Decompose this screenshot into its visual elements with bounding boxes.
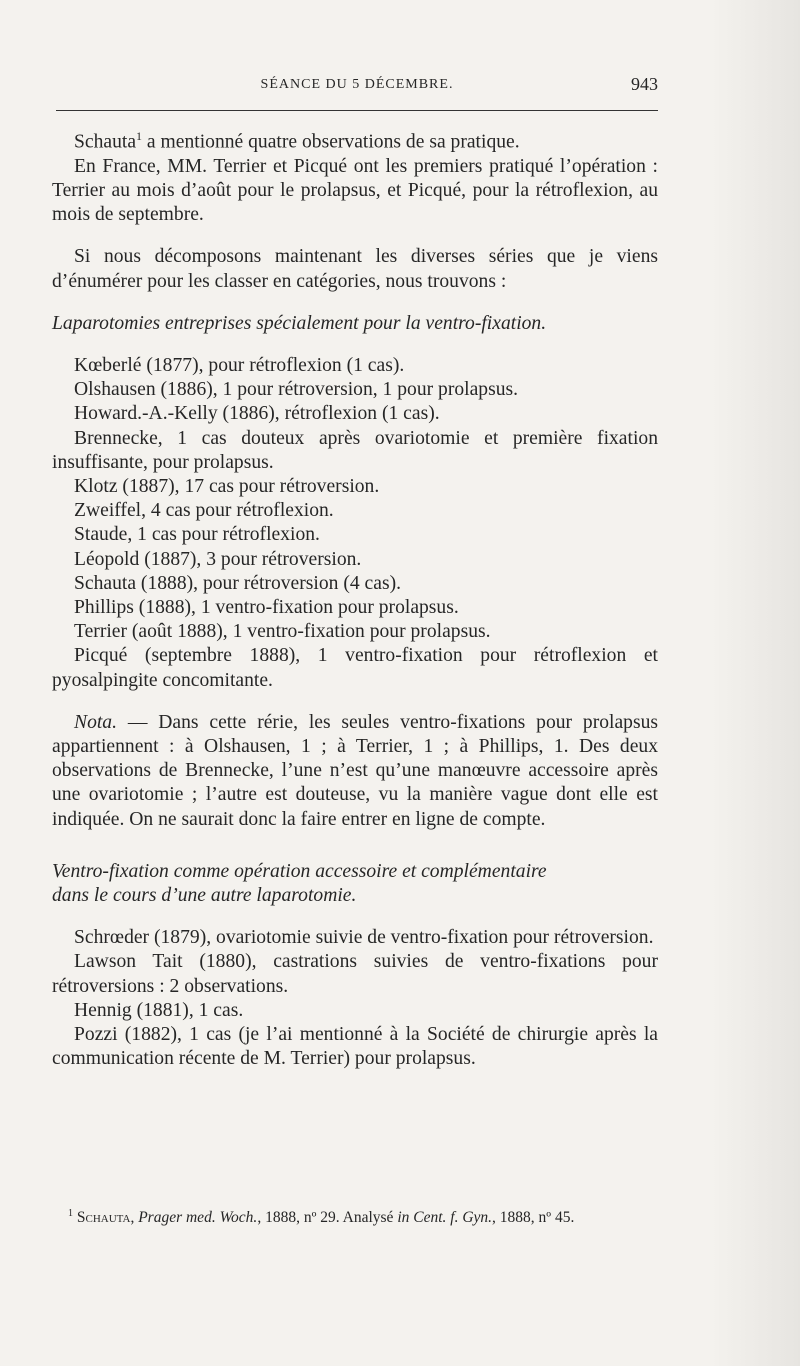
list-item: Lawson Tait (1880), castrations suivies de ventro-fixations pour rétroversions : 2 observations. <box>52 951 658 997</box>
paragraph-nota: Nota. — Dans cette rérie, les seules ventro-fixations pour prolapsus appartiennent : à Olshausen, 1 ; à Terrier, 1 ; à Phillips, 1. Des deux observations de Brennecke, l’une n’est qu’une manœuvre accessoire après une ovariotomie ; l’autre est douteuse, vu la manière vague dont elle est indiquée. On ne saurait donc la faire entrer en ligne de compte. <box>52 711 658 830</box>
section-heading-laparotomies: Laparotomies entreprises spécialement pour la ventro-fixation. <box>52 312 547 334</box>
list-item: Léopold (1887), 3 pour rétroversion. <box>74 548 362 570</box>
footnote-marker: 1 <box>68 1207 73 1219</box>
footnote-source: Cent. f. Gyn. <box>413 1208 493 1226</box>
list-item: Zweiffel, 4 cas pour rétroflexion. <box>74 500 334 522</box>
header-title: SÉANCE DU 5 DÉCEMBRE. <box>260 77 454 92</box>
list-item: Staude, 1 cas pour rétroflexion. <box>74 524 320 546</box>
footnote-journal: Prager med. Woch. <box>138 1208 258 1226</box>
list-item: Picqué (septembre 1888), 1 ventro-fixation pour rétroflexion et pyosalpingite concomitante. <box>52 645 658 691</box>
list-item: Terrier (août 1888), 1 ventro-fixation pour prolapsus. <box>74 621 491 643</box>
footnote: $^1$ Schauta, Prager med. Woch., 1888, nº 29. Analysé in Cent. f. Gyn., 1888, nº 45. <box>68 1207 575 1226</box>
list-item: Phillips (1888), 1 ventro-fixation pour prolapsus. <box>74 596 459 618</box>
paragraph-decomposons: Si nous décomposons maintenant les diverses séries que je viens d’énumérer pour les classer en catégories, nous trouvons : <box>52 246 658 292</box>
section-heading-ventro-fixation-line2: dans le cours d’une autre laparotomie. <box>52 885 357 907</box>
list-item: Kœberlé (1877), pour rétroflexion (1 cas). <box>74 354 405 376</box>
footnote-author: Schauta <box>76 1208 131 1226</box>
body-text <box>52 124 658 1071</box>
list-item: Howard.-A.-Kelly (1886), rétroflexion (1 cas). <box>74 403 440 425</box>
page-number: 943 <box>631 74 658 94</box>
paragraph-schauta: Schauta$^1$ a mentionné quatre observations de sa pratique. <box>74 129 520 153</box>
list-item: Schauta (1888), pour rétroversion (4 cas). <box>74 572 401 594</box>
section-heading-ventro-fixation: Ventro-fixation comme opération accessoire et complémentaire <box>52 860 547 882</box>
page-edge-shading <box>710 0 800 1366</box>
footnote-ref: 1 <box>136 129 143 143</box>
list-item: Hennig (1881), 1 cas. <box>74 999 244 1021</box>
list-item: Pozzi (1882), 1 cas (je l’ai mentionné à la Société de chirurgie après la communication récente de M. Terrier) pour prolapsus. <box>52 1024 658 1070</box>
paragraph-france: En France, MM. Terrier et Picqué ont les premiers pratiqué l’opération : Terrier au mois d’août pour le prolapsus, et Picqué, pour la rétroflexion, au mois de septembre. <box>52 155 658 226</box>
list-item: Brennecke, 1 cas douteux après ovariotomie et première fixation insuffisante, pour prolapsus. <box>52 427 658 473</box>
nota-label: Nota. <box>74 711 118 733</box>
list-item: Olshausen (1886), 1 pour rétroversion, 1 pour prolapsus. <box>74 379 519 401</box>
list-item: Klotz (1887), 17 cas pour rétroversion. <box>74 475 380 497</box>
header-rule <box>56 110 658 111</box>
list-item: Schrœder (1879), ovariotomie suivie de ventro-fixation pour rétroversion. <box>74 927 654 949</box>
running-header <box>56 74 658 100</box>
